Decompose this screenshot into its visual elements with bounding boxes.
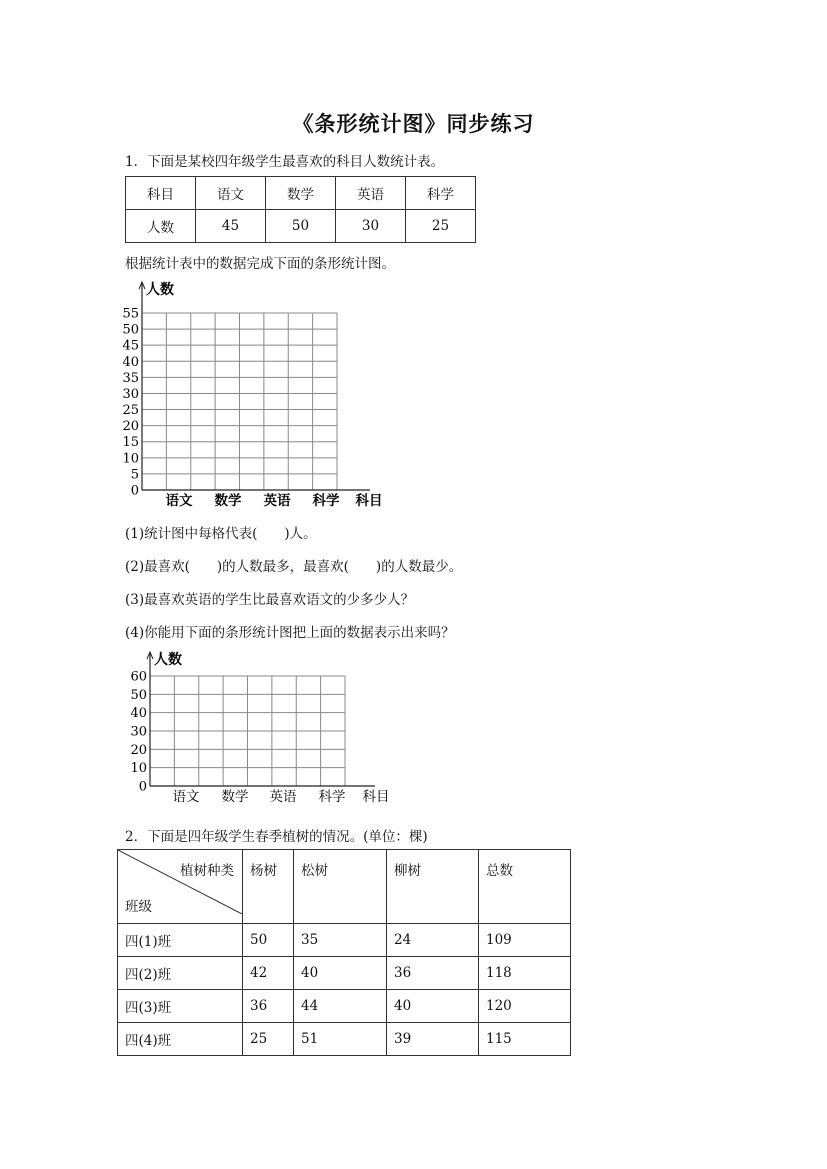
table-cell: 45	[196, 210, 266, 243]
table-cell: 50	[266, 210, 336, 243]
y-tick-label: 50	[130, 687, 147, 703]
y-tick-label: 5	[130, 467, 139, 483]
y-tick-label: 0	[130, 483, 139, 499]
x-category-label: 科学	[312, 493, 340, 509]
table-cell: 40	[294, 957, 387, 990]
x-category-label: 英语	[269, 789, 297, 805]
class-cell: 四(2)班	[118, 957, 243, 990]
tree-planting-table	[117, 849, 571, 1056]
bar-chart-1	[110, 278, 410, 514]
y-tick-label: 60	[130, 669, 147, 685]
y-tick-label: 45	[122, 338, 139, 354]
question-2-stem: 2．下面是四年级学生春季植树的情况。(单位：棵)	[125, 829, 428, 845]
subject-count-table	[125, 176, 476, 243]
y-tick-label: 15	[122, 435, 139, 451]
table-row	[118, 957, 571, 990]
column-header: 总数	[479, 850, 571, 924]
table-cell: 36	[243, 990, 294, 1023]
table-cell: 40	[387, 990, 479, 1023]
y-tick-label: 30	[122, 386, 139, 402]
y-tick-label: 40	[122, 354, 139, 370]
x-category-label: 语文	[165, 493, 193, 509]
y-tick-label: 40	[130, 706, 147, 722]
question-1-part-4: (4)你能用下面的条形统计图把上面的数据表示出来吗？	[125, 625, 455, 641]
question-1-part-2: (2)最喜欢( )的人数最多，最喜欢( )的人数最少。	[125, 559, 463, 575]
header-bottom-label: 班级	[125, 899, 152, 915]
table-row	[118, 990, 571, 1023]
x-category-label: 科学	[318, 789, 346, 805]
table-cell: 120	[479, 990, 571, 1023]
table-cell: 24	[387, 924, 479, 957]
table-row	[126, 177, 476, 210]
x-category-label: 英语	[263, 493, 291, 509]
table-cell: 人数	[126, 210, 196, 243]
table-cell: 语文	[196, 177, 266, 210]
table-cell: 50	[243, 924, 294, 957]
table-cell: 36	[387, 957, 479, 990]
x-category-label: 数学	[214, 493, 242, 509]
bar-chart-2	[110, 648, 410, 810]
question-1-instruction: 根据统计表中的数据完成下面的条形统计图。	[125, 256, 395, 272]
y-tick-label: 0	[138, 779, 147, 795]
question-1-part-1: (1)统计图中每格代表( )人。	[125, 526, 317, 542]
y-tick-label: 10	[122, 451, 139, 467]
column-header: 杨树	[243, 850, 294, 924]
table-cell: 数学	[266, 177, 336, 210]
y-tick-label: 30	[130, 724, 147, 740]
y-tick-label: 10	[130, 761, 147, 777]
y-tick-label: 50	[122, 322, 139, 338]
table-row	[118, 924, 571, 957]
x-category-label: 数学	[221, 789, 249, 805]
table-cell: 115	[479, 1023, 571, 1056]
y-axis-label: 人数	[154, 652, 182, 668]
x-axis-label: 科目	[355, 493, 383, 509]
question-1-stem: 1．下面是某校四年级学生最喜欢的科目人数统计表。	[125, 154, 445, 170]
table-row	[118, 1023, 571, 1056]
y-tick-label: 20	[130, 742, 147, 758]
diagonal-header-cell	[118, 850, 243, 924]
table-cell: 25	[243, 1023, 294, 1056]
x-category-label: 语文	[172, 789, 200, 805]
y-tick-label: 35	[122, 370, 139, 386]
table-cell: 39	[387, 1023, 479, 1056]
x-axis-label: 科目	[362, 789, 390, 805]
table-cell: 30	[336, 210, 406, 243]
page-title: 《条形统计图》同步练习	[292, 111, 535, 136]
column-header: 柳树	[387, 850, 479, 924]
table-cell: 英语	[336, 177, 406, 210]
table-header-row	[118, 850, 571, 924]
column-header: 松树	[294, 850, 387, 924]
table-cell: 科目	[126, 177, 196, 210]
table-cell: 44	[294, 990, 387, 1023]
table-cell: 35	[294, 924, 387, 957]
table-cell: 109	[479, 924, 571, 957]
table-cell: 25	[406, 210, 476, 243]
class-cell: 四(4)班	[118, 1023, 243, 1056]
table-cell: 42	[243, 957, 294, 990]
y-tick-label: 55	[122, 306, 139, 322]
y-tick-label: 20	[122, 419, 139, 435]
table-cell: 118	[479, 957, 571, 990]
table-cell: 科学	[406, 177, 476, 210]
question-1-part-3: (3)最喜欢英语的学生比最喜欢语文的少多少人？	[125, 592, 415, 608]
class-cell: 四(1)班	[118, 924, 243, 957]
table-cell: 51	[294, 1023, 387, 1056]
table-row	[126, 210, 476, 243]
y-tick-label: 25	[122, 403, 139, 419]
class-cell: 四(3)班	[118, 990, 243, 1023]
y-axis-label: 人数	[146, 282, 174, 298]
header-top-label: 植树种类	[180, 863, 234, 879]
